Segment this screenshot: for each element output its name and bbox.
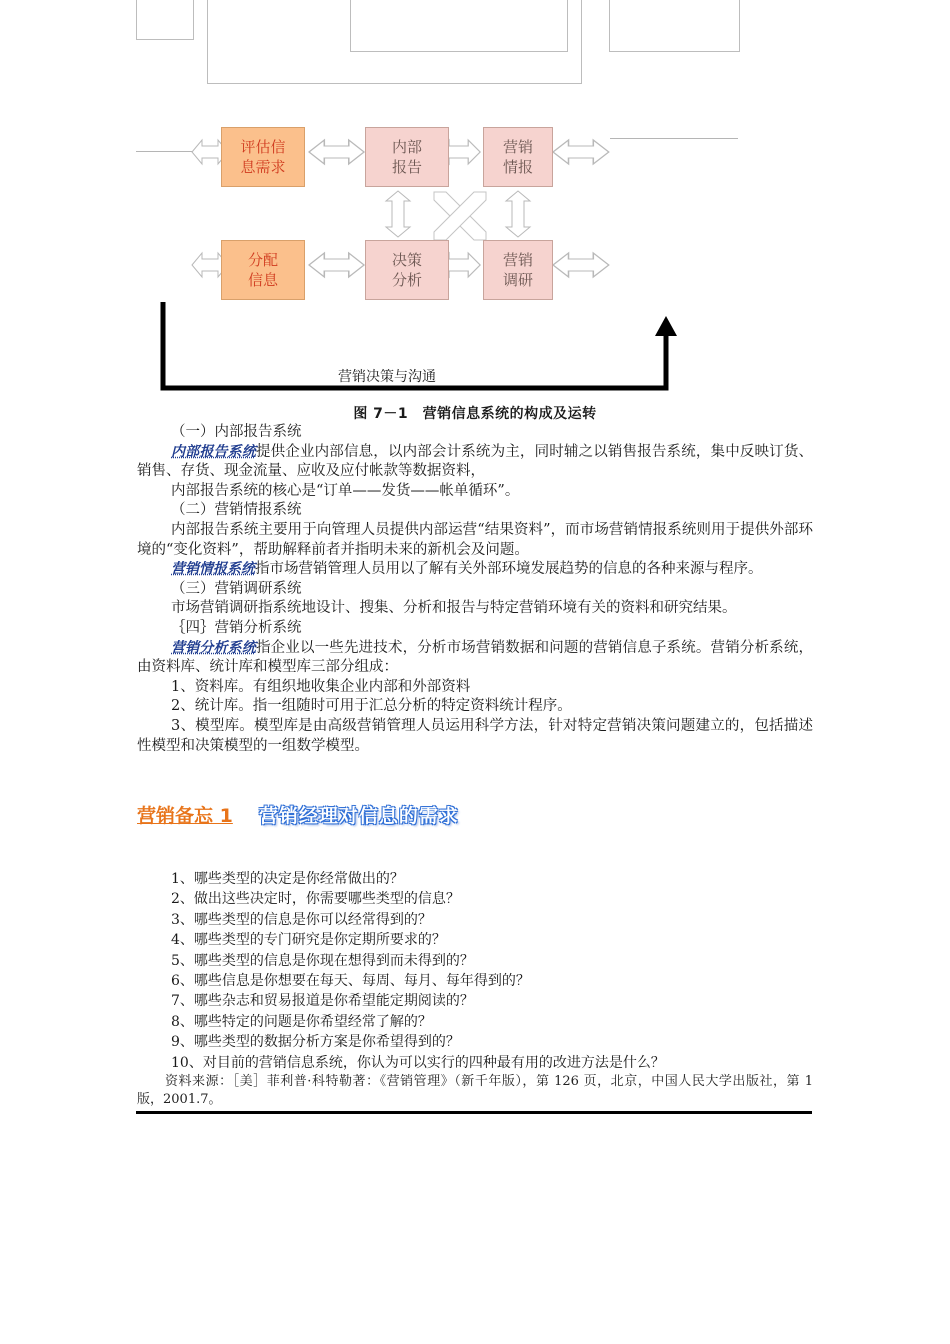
double-arrow-icon: [309, 253, 364, 277]
body-text: [137, 423, 813, 756]
paragraph-text: 提供企业内部信息，以内部会计系统为主，同时辅之以销售报告系统，集中反映订货、销售、存货、现金流量、应收及应付帐款等数据资料，: [137, 443, 814, 480]
up-arrow-icon: [655, 316, 677, 336]
box-marketing-intelligence-label: 营销 情报: [502, 138, 533, 176]
double-arrow-icon: [553, 140, 609, 164]
diagram-arrows: [0, 0, 950, 400]
box-marketing-research: [483, 240, 553, 300]
term-marketing-analysis: 营销分析系统: [171, 639, 256, 656]
list-item: 5、哪些类型的信息是你现在想得到而未得到的？: [171, 952, 474, 969]
box-distribute-info: [221, 240, 305, 300]
paragraph: 市场营销调研指系统地设计、搜集、分析和报告与特定营销环境有关的资料和研究结果。: [171, 600, 737, 617]
box-distribute-info-label: 分配 信息: [247, 251, 278, 289]
box-internal-reports-label: 内部 报告: [391, 138, 422, 176]
source-text: 资料来源：［美］菲利普·科特勒著：《营销管理》（新千年版），第 126 页，北京，中国人民大学出版社，第 1 版，2001.7。: [137, 1074, 813, 1107]
paragraph: [137, 443, 813, 482]
section-heading: （三）营销调研系统: [171, 580, 302, 597]
double-arrow-icon: [553, 253, 609, 277]
vertical-double-arrow-icon: [386, 191, 410, 237]
section-heading: ｛四｝营销分析系统: [171, 619, 302, 636]
list-item: 3、哪些类型的信息是你可以经常得到的？: [171, 911, 432, 928]
list-item: 1、哪些类型的决定是你经常做出的？: [171, 871, 404, 887]
list-item: 8、哪些特定的问题是你希望经常了解的？: [171, 1013, 432, 1030]
box-assess-needs-label: 评估信 息需求: [240, 138, 286, 176]
list-item: 6、哪些信息是你想要在每天、每周、每月、每年得到的？: [171, 973, 530, 990]
source-note: [137, 1073, 813, 1109]
memo-title: 营销经理对信息的需求: [258, 805, 459, 827]
box-decision-analysis: [365, 240, 449, 300]
vertical-double-arrow-icon: [506, 191, 530, 237]
term-marketing-intelligence: 营销情报系统: [171, 561, 255, 578]
memo-question-list: [137, 869, 813, 1073]
term-internal-reports: 内部报告系统: [171, 443, 256, 460]
box-marketing-intelligence: [483, 127, 553, 187]
feedback-label: 营销决策与沟通: [338, 369, 436, 385]
list-item: 2、统计库。指一组随时可用于汇总分析的特定资料统计程序。: [171, 698, 572, 715]
paragraph: [137, 639, 813, 678]
figure-caption: 图 7－1 营销信息系统的构成及运转: [353, 406, 597, 422]
double-arrow-icon: [309, 140, 364, 164]
box-marketing-research-label: 营销 调研: [502, 251, 533, 289]
divider: [136, 1111, 812, 1114]
list-item: 4、哪些类型的专门研究是你定期所要求的？: [171, 932, 446, 949]
memo-heading: [137, 801, 459, 828]
box-assess-needs: [221, 127, 305, 187]
list-item: 2、做出这些决定时，你需要哪些类型的信息？: [171, 891, 460, 908]
box-internal-reports: [365, 127, 449, 187]
box-decision-analysis-label: 决策 分析: [391, 251, 422, 289]
memo-label: 营销备忘 1: [137, 805, 233, 827]
paragraph-text: 指企业以一些先进技术，分析市场营销数据和问题的营销信息子系统。营销分析系统，由资料库、统计库和模型库三部分组成：: [137, 639, 814, 676]
paragraph: 内部报告系统的核心是“订单——发货——帐单循环”。: [171, 482, 520, 499]
list-item: 7、哪些杂志和贸易报道是你希望能定期阅读的？: [171, 993, 474, 1010]
list-item: 10、对目前的营销信息系统，你认为可以实行的四种最有用的改进方法是什么？: [171, 1054, 665, 1071]
paragraph: 内部报告系统主要用于向管理人员提供内部运营“结果资料”，而市场营销情报系统则用于提供外部环境的“变化资料”，帮助解释前者并指明未来的新机会及问题。: [137, 521, 813, 558]
paragraph: [137, 560, 813, 580]
cross-arrows-icon: [434, 192, 486, 240]
section-heading: （一）内部报告系统: [171, 424, 302, 440]
paragraph-text: 指市场营销管理人员用以了解有关外部环境发展趋势的信息的各种来源与程序。: [255, 561, 763, 578]
list-item: 9、哪些类型的数据分析方案是你希望得到的？: [171, 1034, 460, 1051]
list-item: 3、模型库。模型库是由高级营销管理人员运用科学方法，针对特定营销决策问题建立的，包括描述性模型和决策模型的一组数学模型。: [137, 717, 813, 754]
section-heading: （二）营销情报系统: [171, 502, 302, 519]
list-item: 1、资料库。有组织地收集企业内部和外部资料: [171, 678, 471, 695]
